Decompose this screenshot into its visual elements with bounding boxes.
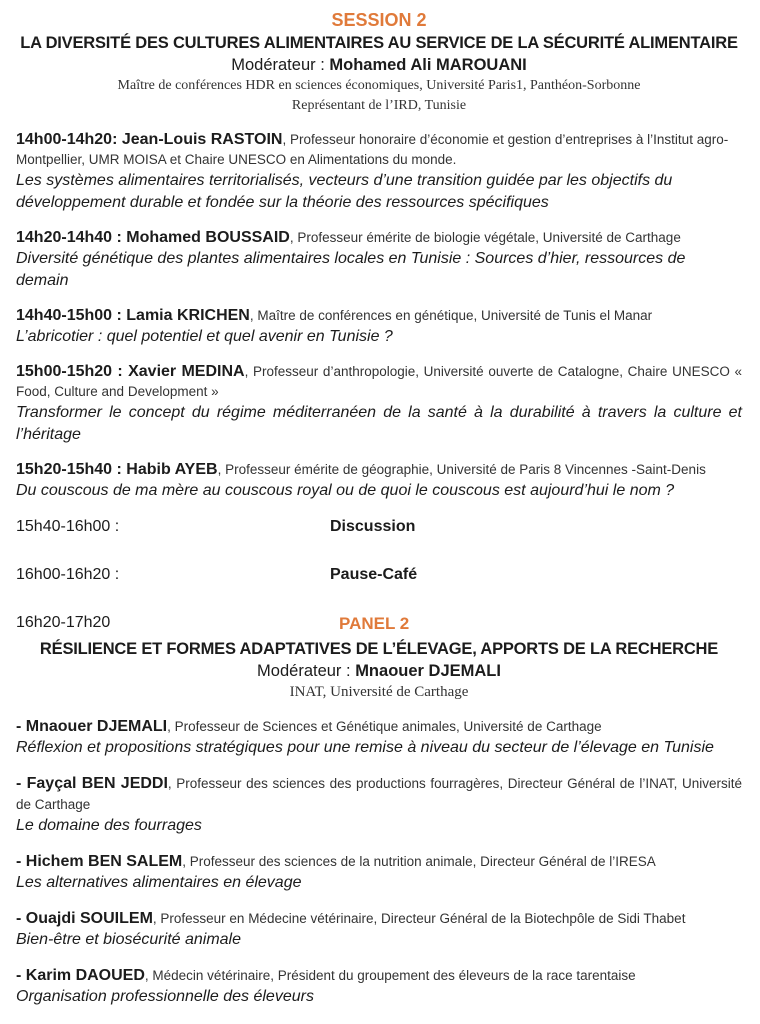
panel-speaker: [16, 773, 742, 837]
session-title: LA DIVERSITÉ DES CULTURES ALIMENTAIRES AU SERVICE DE LA SÉCURITÉ ALIMENTAIRE: [20, 34, 738, 52]
panel-row: [16, 614, 742, 638]
speaker-role: , Professeur des sciences des productions fourragères, Directeur Général de l’INAT, Université de Carthage: [16, 776, 742, 812]
talk-title: Bien-être et biosécurité animale: [16, 931, 242, 948]
moderator-prefix: Modérateur :: [231, 56, 330, 74]
talk-list: [16, 130, 742, 502]
speaker-role: , Professeur des sciences de la nutrition animale, Directeur Général de l’IRESA: [182, 854, 656, 869]
speaker-role: , Professeur de Sciences et Génétique animales, Université de Carthage: [167, 719, 602, 734]
panel-label: PANEL 2: [339, 614, 410, 633]
panel-affiliation: INAT, Université de Carthage: [289, 684, 469, 700]
session-label: SESSION 2: [331, 10, 427, 30]
talk-entry: [16, 228, 742, 292]
speaker-name: Mohamed BOUSSAID: [126, 229, 290, 246]
moderator-affiliation-1: Maître de conférences HDR en sciences économiques, Université Paris1, Panthéon-Sorbonne: [117, 78, 641, 93]
talk-title: Diversité génétique des plantes alimentaires locales en Tunisie : Sources d’hier, ressources de demain: [16, 250, 686, 289]
panel-speaker: [16, 851, 742, 894]
program-page: [16, 0, 742, 1008]
moderator-prefix: Modérateur :: [257, 662, 356, 680]
speaker-name: Xavier MEDINA: [128, 363, 245, 380]
panel-moderator: [16, 660, 742, 682]
session-header: [16, 8, 742, 116]
speaker-role: , Professeur émérite de géographie, Université de Paris 8 Vincennes -Saint-Denis: [217, 462, 706, 477]
moderator-name: Mohamed Ali MAROUANI: [329, 56, 527, 74]
speaker-name: Lamia KRICHEN: [126, 307, 250, 324]
talk-time: 15h20-15h40 :: [16, 461, 127, 478]
talk-title: Les systèmes alimentaires territorialisés, vecteurs d’une transition guidée par les objectifs du développement durable et fondée sur la théorie des ressources spécifiques: [16, 172, 673, 211]
panel-speaker: [16, 965, 742, 1008]
panel-speaker: [16, 716, 742, 759]
schedule-row-discussion: [16, 518, 742, 542]
speaker-name: - Mnaouer DJEMALI: [16, 718, 168, 735]
panel-time: 16h20-17h20: [16, 614, 111, 631]
panel-speaker-list: [16, 716, 742, 1008]
speaker-role: , Professeur en Médecine vétérinaire, Directeur Général de la Biotechpôle de Sidi Thabet: [152, 911, 686, 926]
talk-time: 14h00-14h20:: [16, 131, 122, 148]
speaker-name: - Fayçal BEN JEDDI: [16, 775, 168, 792]
speaker-role: , Médecin vétérinaire, Président du groupement des éleveurs de la race tarentaise: [144, 968, 636, 983]
talk-title: L’abricotier : quel potentiel et quel avenir en Tunisie ?: [16, 328, 393, 345]
schedule-time: 15h40-16h00 :: [16, 518, 120, 535]
speaker-role: , Maître de conférences en génétique, Université de Tunis el Manar: [249, 308, 653, 323]
moderator-affiliation-2: Représentant de l’IRD, Tunisie: [291, 98, 467, 113]
speaker-name: - Karim DAOUED: [16, 967, 145, 984]
talk-title: Le domaine des fourrages: [16, 817, 202, 834]
schedule-block: [16, 518, 742, 638]
talk-title: Organisation professionnelle des éleveurs: [16, 988, 314, 1005]
speaker-role: , Professeur honoraire d’économie et gestion d’entreprises à l’Institut agro-Montpellier, UMR MOISA et Chaire UNESCO en Alimentations du monde.: [16, 132, 729, 167]
speaker-name: - Ouajdi SOUILEM: [16, 910, 153, 927]
session-moderator: [16, 54, 742, 76]
schedule-label: Discussion: [330, 518, 416, 535]
talk-time: 15h00-15h20 :: [16, 363, 129, 380]
talk-time: 14h40-15h00 :: [16, 307, 127, 324]
talk-title: Du couscous de ma mère au couscous royal ou de quoi le couscous est aujourd’hui le nom ?: [16, 482, 675, 499]
talk-entry: [16, 362, 742, 446]
talk-time: 14h20-14h40 :: [16, 229, 127, 246]
moderator-name: Mnaouer DJEMALI: [355, 662, 501, 680]
schedule-label: Pause-Café: [330, 566, 418, 583]
panel-header: [16, 638, 742, 702]
talk-title: Réflexion et propositions stratégiques pour une remise à niveau du secteur de l’élevage en Tunisie: [16, 739, 714, 756]
speaker-name: Habib AYEB: [126, 461, 218, 478]
speaker-name: - Hichem BEN SALEM: [16, 853, 183, 870]
talk-entry: [16, 130, 742, 214]
panel-title: RÉSILIENCE ET FORMES ADAPTATIVES DE L’ÉLEVAGE, APPORTS DE LA RECHERCHE: [39, 640, 719, 658]
speaker-role: , Professeur d’anthropologie, Université ouverte de Catalogne, Chaire UNESCO « Food, Culture and Development »: [16, 364, 742, 399]
talk-entry: [16, 306, 742, 348]
schedule-row-break: [16, 566, 742, 590]
talk-title: Transformer le concept du régime méditerranéen de la santé à la durabilité à travers la culture et l’héritage: [16, 404, 742, 443]
panel-speaker: [16, 908, 742, 951]
talk-entry: [16, 460, 742, 502]
speaker-role: , Professeur émérite de biologie végétale, Université de Carthage: [289, 230, 681, 245]
talk-title: Les alternatives alimentaires en élevage: [16, 874, 302, 891]
speaker-name: Jean-Louis RASTOIN: [121, 131, 283, 148]
schedule-time: 16h00-16h20 :: [16, 566, 120, 583]
